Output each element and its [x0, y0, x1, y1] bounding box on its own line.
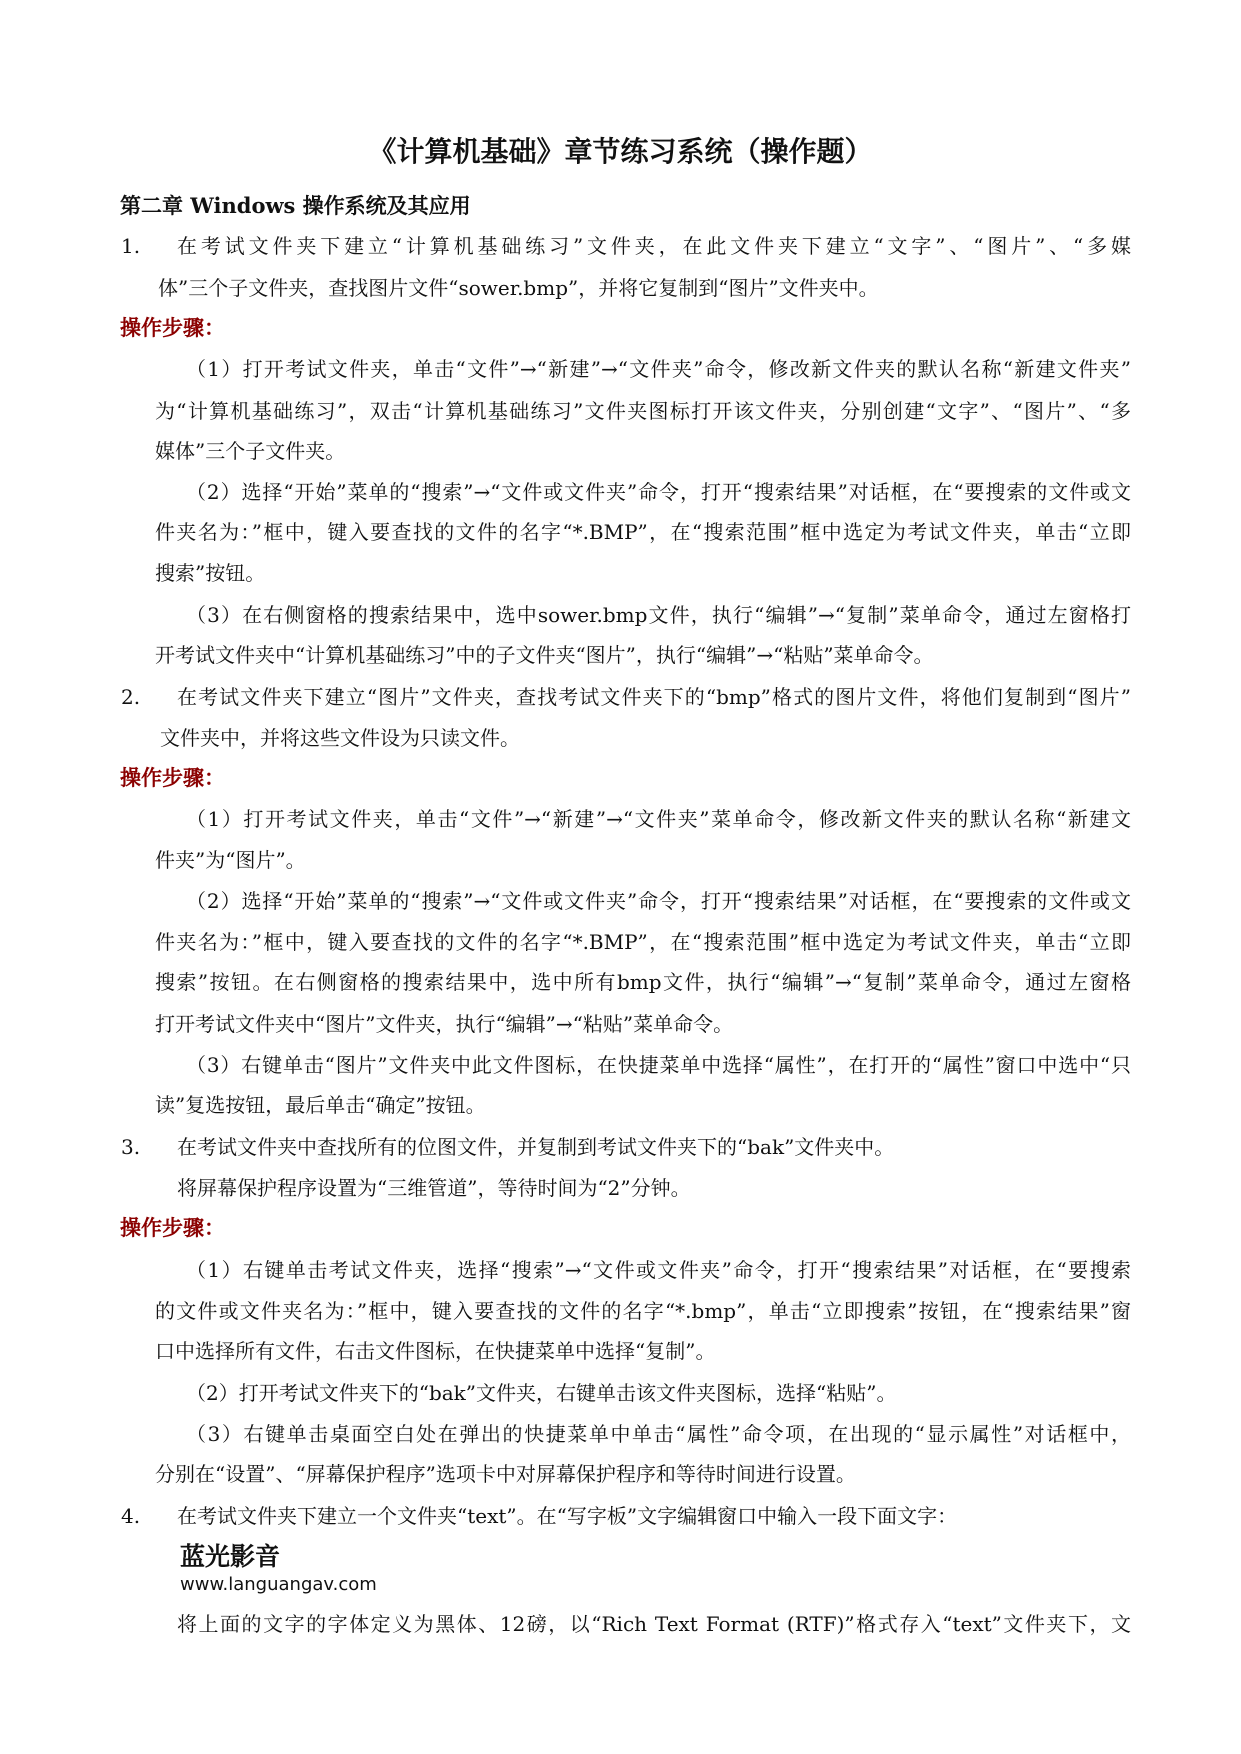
steps-label: 操作步骤： — [120, 765, 225, 790]
question-text: 文件夹中，并将这些文件设为只读文件。 — [160, 726, 520, 750]
step-text: 为“计算机基础练习”，双击“计算机基础练习”文件夹图标打开该文件夹，分别创建“文字”、“图片”、“多 — [155, 399, 1131, 423]
sample-text-title: 蓝光影音 — [180, 1542, 281, 1571]
step-text: （2）选择“开始”菜单的“搜索”→“文件或文件夹”命令，打开“搜索结果”对话框，在“要搜索的文件或文 — [186, 889, 1131, 913]
question-number: 3. — [121, 1135, 141, 1159]
step-text: 打开考试文件夹中“图片”文件夹，执行“编辑”→“粘贴”菜单命令。 — [155, 1012, 734, 1036]
step-text: 的文件或文件夹名为：”框中，键入要查找的文件的名字“*.bmp”，单击“立即搜索”按钮，在“搜索结果”窗 — [155, 1299, 1131, 1323]
chapter-heading: 第二章 Windows 操作系统及其应用 — [120, 193, 471, 218]
step-text: 件夹名为：”框中，键入要查找的文件的名字“*.BMP”，在“搜索范围”框中选定为考试文件夹，单击“立即 — [155, 930, 1131, 954]
question-text: 将屏幕保护程序设置为“三维管道”，等待时间为“2”分钟。 — [177, 1176, 691, 1200]
steps-label: 操作步骤： — [120, 1215, 225, 1240]
question-text: 在考试文件夹下建立“计算机基础练习”文件夹，在此文件夹下建立“文字”、“图片”、“多媒 — [177, 234, 1131, 258]
step-text: （1）打开考试文件夹，单击“文件”→“新建”→“文件夹”菜单命令，修改新文件夹的默认名称“新建文 — [186, 807, 1131, 831]
step-text: 口中选择所有文件，右击文件图标，在快捷菜单中选择“复制”。 — [155, 1339, 716, 1363]
step-text: 件夹名为：”框中，键入要查找的文件的名字“*.BMP”，在“搜索范围”框中选定为考试文件夹，单击“立即 — [155, 520, 1131, 544]
step-text: （3）右键单击桌面空白处在弹出的快捷菜单中单击“属性”命令项，在出现的“显示属性”对话框中， — [186, 1422, 1131, 1446]
question-text: 体”三个子文件夹，查找图片文件“sower.bmp”，并将它复制到“图片”文件夹中。 — [158, 276, 879, 300]
question-number: 2. — [121, 685, 141, 709]
page-title: 《计算机基础》章节练习系统（操作题） — [368, 135, 873, 168]
question-text: 将上面的文字的字体定义为黑体、12磅，以“Rich Text Format (RTF)”格式存入“text”文件夹下，文 — [177, 1612, 1131, 1636]
step-text: 件夹”为“图片”。 — [155, 848, 306, 872]
question-text: 在考试文件夹中查找所有的位图文件，并复制到考试文件夹下的“bak”文件夹中。 — [177, 1135, 895, 1159]
step-text: （1）右键单击考试文件夹，选择“搜索”→“文件或文件夹”命令，打开“搜索结果”对话框，在“要搜索 — [186, 1258, 1131, 1282]
step-text: 读”复选按钮，最后单击“确定”按钮。 — [155, 1093, 486, 1117]
step-text: （3）右键单击“图片”文件夹中此文件图标，在快捷菜单中选择“属性”，在打开的“属性”窗口中选中“只 — [186, 1053, 1131, 1077]
steps-label: 操作步骤： — [120, 315, 225, 340]
step-text: 媒体”三个子文件夹。 — [155, 439, 346, 463]
step-text: 分别在“设置”、“屏幕保护程序”选项卡中对屏幕保护程序和等待时间进行设置。 — [155, 1462, 856, 1486]
step-text: （2）选择“开始”菜单的“搜索”→“文件或文件夹”命令，打开“搜索结果”对话框，在“要搜索的文件或文 — [186, 480, 1131, 504]
question-number: 1. — [121, 234, 141, 258]
question-text: 在考试文件夹下建立一个文件夹“text”。在“写字板”文字编辑窗口中输入一段下面文字： — [177, 1504, 958, 1528]
sample-text-url: www.languangav.com — [180, 1574, 377, 1595]
step-text: （1）打开考试文件夹，单击“文件”→“新建”→“文件夹”命令，修改新文件夹的默认名称“新建文件夹” — [186, 357, 1131, 381]
question-text: 在考试文件夹下建立“图片”文件夹，查找考试文件夹下的“bmp”格式的图片文件，将他们复制到“图片” — [177, 685, 1131, 709]
step-text: （3）在右侧窗格的搜索结果中，选中sower.bmp文件，执行“编辑”→“复制”菜单命令，通过左窗格打 — [186, 603, 1131, 627]
step-text: （2）打开考试文件夹下的“bak”文件夹，右键单击该文件夹图标，选择“粘贴”。 — [186, 1381, 897, 1405]
step-text: 开考试文件夹中“计算机基础练习”中的子文件夹“图片”，执行“编辑”→“粘贴”菜单命令。 — [155, 643, 934, 667]
question-number: 4. — [121, 1504, 141, 1528]
step-text: 搜索”按钮。在右侧窗格的搜索结果中，选中所有bmp文件，执行“编辑”→“复制”菜单命令，通过左窗格 — [155, 970, 1131, 994]
step-text: 搜索”按钮。 — [155, 561, 266, 585]
